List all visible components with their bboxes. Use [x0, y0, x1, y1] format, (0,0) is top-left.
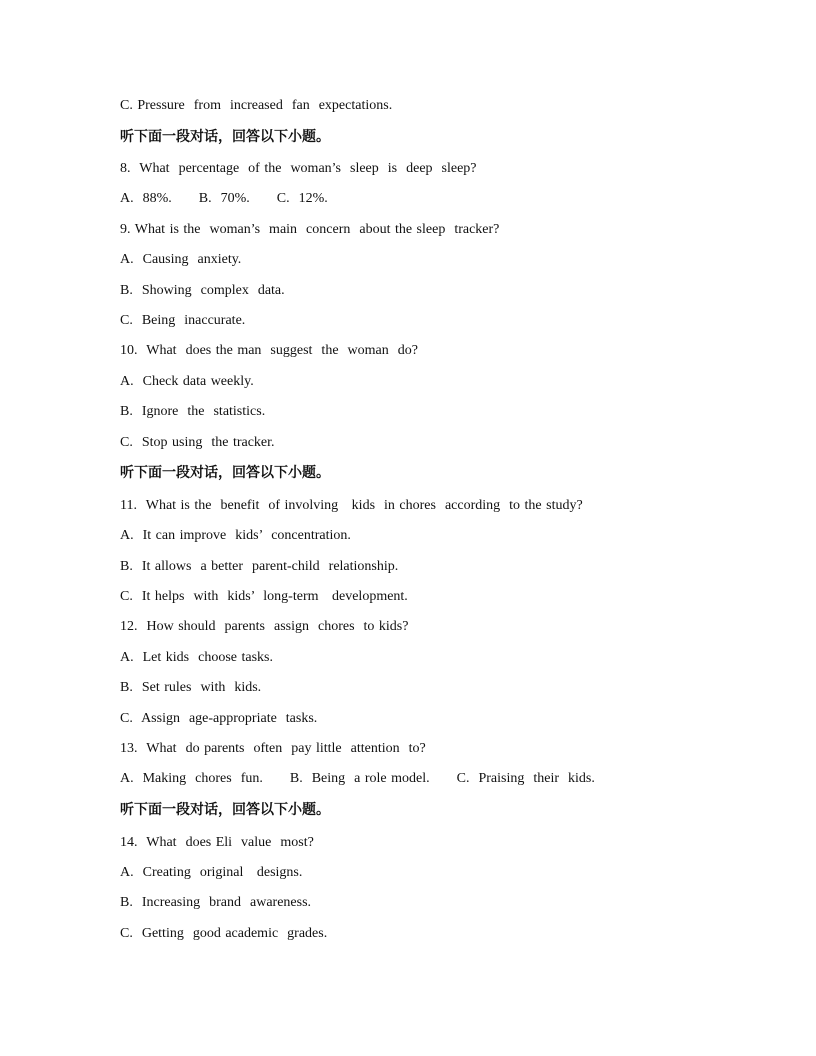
question-13: 13. What do parents often pay little attention to? [120, 741, 426, 756]
question-9: 9. What is the woman’s main concern about the sleep tracker? [120, 222, 500, 237]
option-14b: B. Increasing brand awareness. [120, 895, 312, 910]
option-12c: C. Assign age-appropriate tasks. [120, 711, 318, 726]
option-12b: B. Set rules with kids. [120, 680, 262, 695]
question-8: 8. What percentage of the woman’s sleep is deep sleep? [120, 161, 477, 176]
option-9c: C. Being inaccurate. [120, 313, 246, 328]
option-10c: C. Stop using the tracker. [120, 435, 275, 450]
option-10b: B. Ignore the statistics. [120, 404, 266, 419]
option-9a: A. Causing anxiety. [120, 252, 242, 267]
question-11: 11. What is the benefit of involving kids in chores according to the study? [120, 498, 583, 513]
option-12a: A. Let kids choose tasks. [120, 650, 273, 665]
question-10: 10. What does the man suggest the woman do? [120, 343, 418, 358]
question-14: 14. What does Eli value most? [120, 835, 314, 850]
options-13: A. Making chores fun. B. Being a role model. C. Praising their kids. [120, 771, 595, 786]
section-instruction: 听下面一段对话，回答以下小题。 [120, 129, 330, 145]
section-instruction: 听下面一段对话，回答以下小题。 [120, 802, 330, 818]
option-14a: A. Creating original designs. [120, 865, 303, 880]
option-11c: C. It helps with kids’ long-term development. [120, 589, 408, 604]
option-11a: A. It can improve kids’ concentration. [120, 528, 351, 543]
option-10a: A. Check data weekly. [120, 374, 254, 389]
question-12: 12. How should parents assign chores to kids? [120, 619, 409, 634]
option-7c: C. Pressure from increased fan expectations. [120, 98, 393, 113]
option-11b: B. It allows a better parent-child relationship. [120, 559, 399, 574]
option-9b: B. Showing complex data. [120, 283, 285, 298]
section-instruction: 听下面一段对话，回答以下小题。 [120, 465, 330, 481]
option-14c: C. Getting good academic grades. [120, 926, 328, 941]
options-8: A. 88%. B. 70%. C. 12%. [120, 191, 328, 206]
